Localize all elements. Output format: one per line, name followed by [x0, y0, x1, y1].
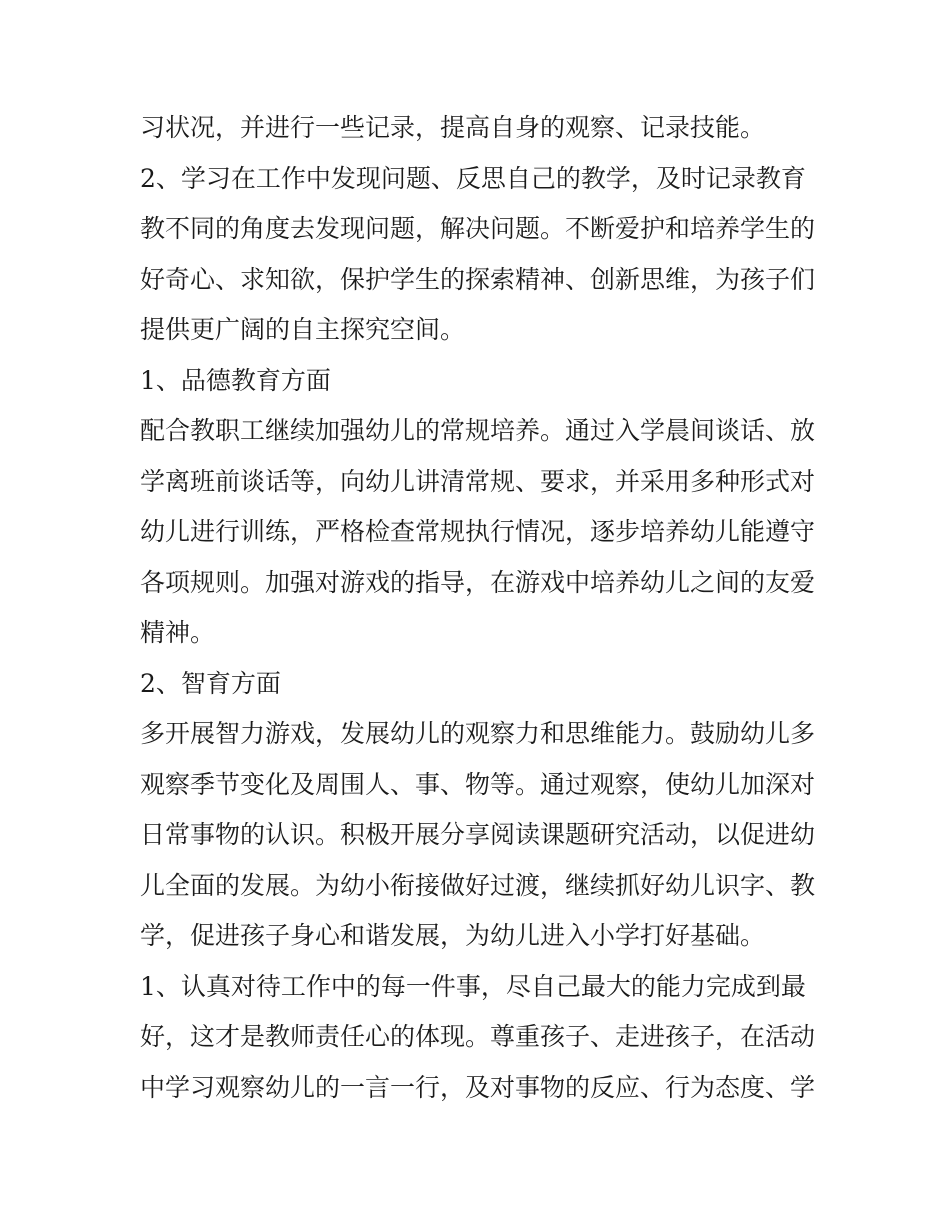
document-body [140, 103, 820, 1113]
text-line: 多开展智力游戏，发展幼儿的观察力和思维能力。鼓励幼儿多 [140, 719, 816, 748]
section-heading: 2、智育方面 [140, 668, 281, 698]
text-line: 好，这才是教师责任心的体现。尊重孩子、走进孩子，在活动 [140, 1022, 816, 1051]
text-line: 日常事物的认识。积极开展分享阅读课题研究活动，以促进幼 [140, 820, 816, 849]
text-line: 教不同的角度去发现问题，解决问题。不断爱护和培养学生的 [140, 214, 816, 243]
text-line: 学，促进孩子身心和谐发展，为幼儿进入小学打好基础。 [140, 921, 766, 950]
text-line: 提供更广阔的自主探究空间。 [140, 315, 466, 344]
text-line: 观察季节变化及周围人、事、物等。通过观察，使幼儿加深对 [140, 769, 816, 799]
text-line: 好奇心、求知欲，保护学生的探索精神、创新思维，为孩子们 [140, 264, 816, 294]
text-line: 中学习观察幼儿的一言一行，及对事物的反应、行为态度、学 [140, 1072, 816, 1102]
text-line: 各项规则。加强对游戏的指导，在游戏中培养幼儿之间的友爱 [140, 567, 816, 597]
text-line: 习状况，并进行一些记录，提高自身的观察、记录技能。 [140, 113, 766, 142]
text-line: 2、学习在工作中发现问题、反思自己的教学，及时记录教育 [140, 163, 806, 193]
text-line: 精神。 [140, 618, 216, 647]
section-heading: 1、品德教育方面 [140, 365, 331, 395]
text-line: 配合教职工继续加强幼儿的常规培养。通过入学晨间谈话、放 [140, 416, 816, 445]
text-line: 幼儿进行训练，严格检查常规执行情况，逐步培养幼儿能遵守 [140, 517, 816, 546]
text-line: 学离班前谈话等，向幼儿讲清常规、要求，并采用多种形式对 [140, 466, 816, 496]
text-line: 1、认真对待工作中的每一件事，尽自己最大的能力完成到最 [140, 971, 806, 1001]
text-line: 儿全面的发展。为幼小衔接做好过渡，继续抓好幼儿识字、教 [140, 870, 816, 900]
